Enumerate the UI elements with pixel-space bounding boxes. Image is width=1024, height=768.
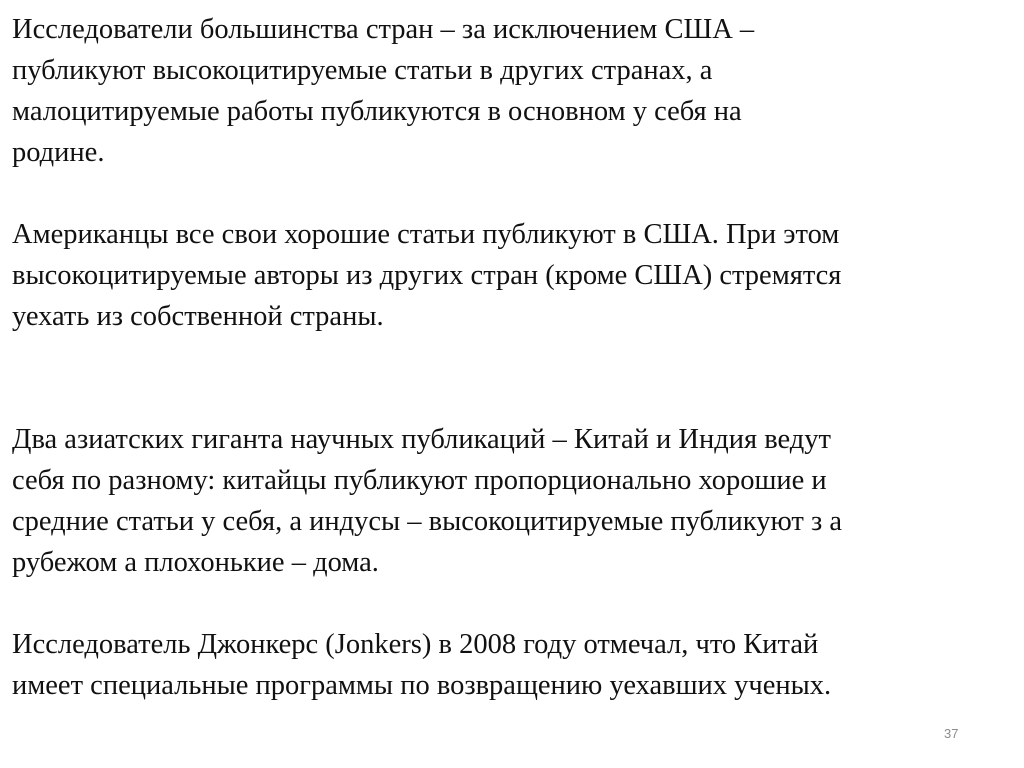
- paragraph-line: родине.: [12, 137, 105, 168]
- paragraph-line: публикуют высокоцитируемые статьи в других странах, а: [12, 55, 713, 86]
- paragraph-3: [12, 419, 1016, 583]
- paragraph-spacer: [12, 583, 1016, 624]
- page-number: 37: [944, 726, 959, 741]
- paragraph-line: уехать из собственной страны.: [12, 301, 384, 332]
- paragraph-line: рубежом а плохонькие – дома.: [12, 547, 379, 578]
- paragraph-2: [12, 214, 1016, 337]
- paragraph-line: Американцы все свои хорошие статьи публикуют в США. При этом: [12, 219, 840, 250]
- paragraph-spacer: [12, 173, 1016, 214]
- paragraph-line: Исследователи большинства стран – за исключением США –: [12, 14, 755, 45]
- paragraph-line: средние статьи у себя, а индусы – высокоцитируемые публикуют з а: [12, 506, 842, 537]
- slide-text-body: [12, 9, 1016, 706]
- paragraph-line: себя по разному: китайцы публикуют пропорционально хорошие и: [12, 465, 827, 496]
- paragraph-line: высокоцитируемые авторы из других стран (кроме США) стремятся: [12, 260, 842, 291]
- paragraph-line: малоцитируемые работы публикуются в основном у себя на: [12, 96, 742, 127]
- paragraph-1: [12, 9, 1016, 173]
- paragraph-4: [12, 624, 1016, 706]
- paragraph-line: имеет специальные программы по возвращению уехавших ученых.: [12, 670, 832, 701]
- paragraph-spacer: [12, 337, 1016, 419]
- paragraph-line: Исследователь Джонкерс (Jonkers) в 2008 году отмечал, что Китай: [12, 629, 819, 660]
- paragraph-line: Два азиатских гиганта научных публикаций – Китай и Индия ведут: [12, 424, 831, 455]
